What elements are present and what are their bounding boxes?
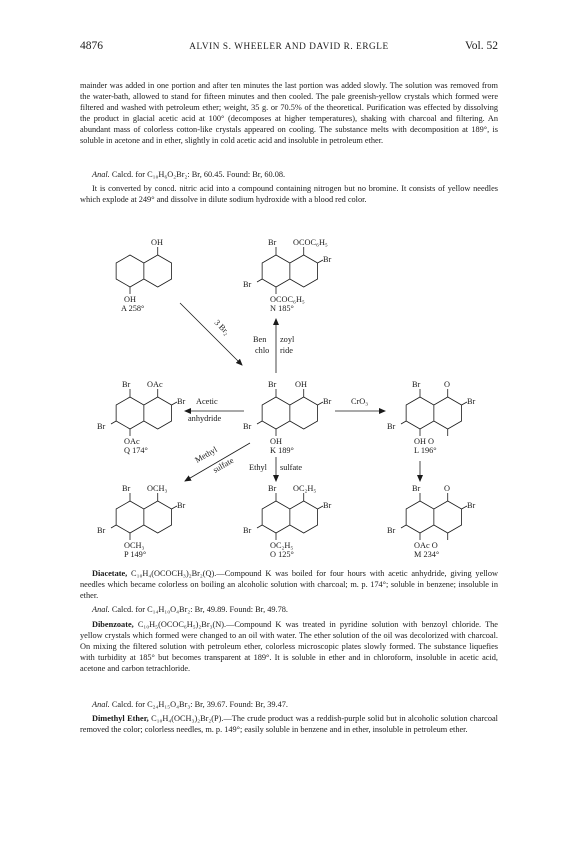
compound-p: [97, 484, 186, 559]
substituent-right: Br: [323, 397, 332, 406]
naphthalene-ring: [262, 255, 317, 287]
dibenzoate-title: Dibenzoate,: [92, 620, 134, 629]
substituent-top-left: Br: [268, 484, 277, 493]
anal-label: Anal.: [92, 700, 110, 709]
reagent-benzoyl-2: zoyl: [280, 335, 295, 344]
volume-label: Vol. 52: [464, 40, 498, 52]
dimethyl-title: Dimethyl Ether,: [92, 714, 149, 723]
running-header: [80, 40, 498, 56]
substituent-bottom: OC₂H₅: [270, 541, 294, 550]
analysis-line-1: [80, 169, 498, 180]
substituent-left: Br: [243, 526, 252, 535]
analysis-line-3: [80, 699, 498, 710]
diacetate-formula: C₁₀H₄(OCOCH₃)₂Br₂(Q).: [131, 569, 217, 578]
substituent-top-right: O: [444, 380, 450, 389]
compound-o: [243, 484, 332, 559]
compound-l: [387, 380, 476, 455]
compound-k: [243, 380, 332, 455]
substituent-left: Br: [243, 422, 252, 431]
anal-text: Calcd. for C₁₀H₆O₂Br₂: Br, 60.45. Found: Br, 60.08.: [111, 170, 286, 179]
substituent-left: Br: [243, 280, 252, 289]
reaction-scheme: [0, 215, 572, 560]
compound-m: [387, 484, 476, 559]
substituent-top-right: OH: [295, 380, 307, 389]
anal-text: Calcd. for C₂₄H₁₅O₄Br₃: Br, 39.67. Found: Br, 39.47.: [111, 700, 288, 709]
paragraph-dimethyl-ether: [80, 713, 498, 735]
anal-label: Anal.: [92, 605, 110, 614]
anal-text: Calcd. for C₁₄H₁₀O₄Br₂: Br, 49.89. Found: Br, 49.78.: [111, 605, 288, 614]
reagent-sulfate-ethyl: sulfate: [280, 463, 303, 472]
paragraph-nitric: It is converted by concd. nitric acid into a compound containing nitrogen but no bromine. It consists of yellow needles which explode at 249° and dissolve in dilute sodium hydroxide with a blood red color.: [80, 184, 498, 205]
naphthalene-ring: [262, 501, 317, 533]
compound-label: L 196°: [414, 446, 437, 455]
paragraph-dibenzoate: [80, 619, 498, 674]
running-authors: ALVIN S. WHEELER AND DAVID R. ERGLE: [189, 41, 389, 51]
substituent-bottom: OH: [124, 295, 136, 304]
compound-label: K 189°: [270, 446, 294, 455]
reagent-br2: 3 Br₂: [212, 318, 232, 337]
naphthalene-ring: [116, 501, 171, 533]
page-number: 4876: [80, 40, 103, 52]
paragraph-diacetate: [80, 568, 498, 601]
analysis-line-2: [80, 604, 498, 615]
substituent-bottom: OAc: [124, 437, 140, 446]
compound-label: M 234°: [414, 550, 440, 559]
substituent-left: Br: [387, 422, 396, 431]
reagent-acetic: Acetic: [196, 397, 218, 406]
substituent-top-right: OAc: [147, 380, 163, 389]
reagent-ethyl: Ethyl: [249, 463, 267, 472]
naphthalene-ring: [116, 397, 171, 429]
compound-label: P 149°: [124, 550, 147, 559]
naphthalene-ring: [406, 397, 461, 429]
compound-n: [243, 238, 332, 313]
reagent-chloride-1: chlo: [255, 346, 270, 355]
diacetate-text: —Compound K was boiled for four hours with acetic anhydride, giving yellow needles which became colorless on boiling an alcoholic solution with charcoal; m. p. 174°; soluble in benzene; insoluble in ether.: [80, 569, 498, 601]
arrow-a-to-k: [180, 303, 242, 365]
substituent-bottom: OCH₃: [124, 541, 145, 550]
anal-label: Anal.: [92, 170, 110, 179]
substituent-bottom: OH: [270, 437, 282, 446]
substituent-top-right: OC₂H₅: [293, 484, 317, 493]
naphthalene-ring: [406, 501, 461, 533]
substituent-right: Br: [467, 397, 476, 406]
diacetate-title: Diacetate,: [92, 569, 128, 578]
substituent-right: Br: [323, 255, 332, 264]
naphthalene-ring: [262, 397, 317, 429]
substituent-right: Br: [177, 397, 186, 406]
compound-q: [97, 380, 186, 455]
substituent-left: Br: [387, 526, 396, 535]
substituent-top-left: Br: [122, 484, 131, 493]
substituent-top-right: O: [444, 484, 450, 493]
dimethyl-formula: C₁₀H₄(OCH₃)₂Br₂(P).: [151, 714, 224, 723]
reagent-cro3: CrO₃: [351, 397, 369, 406]
dimethyl-text: —The crude product was a reddish-purple solid but in alcoholic solution charcoal removed the color; colorless needles, m. p. 149°; easily soluble in benzene and in ether, insoluble in petroleum ether.: [80, 714, 498, 735]
substituent-bottom: OH O: [414, 437, 435, 446]
substituent-top-left: Br: [268, 238, 277, 247]
substituent-bottom: OCOC₆H₅: [270, 295, 305, 304]
paragraph-preparation: mainder was added in one portion and after ten minutes the last portion was added slowly. The solution was removed from the water-bath, allowed to stand for fifteen minutes and then cooled. The pale greenish-yellow crystals which formed were filtered and washed with petroleum ether; weight, 35 g. or 70.5% of the theoretical. Purification was effected by dissolving the product in glacial acetic acid at 100° (decomposes at higher temperatures), shaking with charcoal and filtering. An abundant mass of colorless cotton-like crystals appeared on cooling. The substance melts with decomposition at 189°, is soluble in acetone and in ether, slightly in cold acetic acid and insoluble in petroleum ether.: [80, 81, 498, 146]
compound-a: [116, 238, 171, 313]
substituent-top-right: OCH₃: [147, 484, 168, 493]
substituent-top-left: Br: [122, 380, 131, 389]
reagent-anhydride: anhydride: [188, 414, 222, 423]
reagent-sulfate-methyl: sulfate: [211, 455, 236, 475]
substituent-top-left: Br: [268, 380, 277, 389]
compound-label: Q 174°: [124, 446, 148, 455]
substituent-top-right: OCOC₆H₅: [293, 238, 328, 247]
compound-label: O 125°: [270, 550, 294, 559]
substituent-top-right: OH: [151, 238, 163, 247]
naphthalene-ring: [116, 255, 171, 287]
substituent-top-left: Br: [412, 484, 421, 493]
reagent-benzoyl-1: Ben: [253, 335, 267, 344]
reagent-chloride-2: ride: [280, 346, 293, 355]
substituent-top-left: Br: [412, 380, 421, 389]
substituent-right: Br: [323, 501, 332, 510]
reagent-methyl: Methyl: [193, 444, 219, 465]
compound-label: N 185°: [270, 304, 294, 313]
dibenzoate-formula: C₁₀H₅(OCOC₆H₅)₂Br₃(N).: [137, 620, 227, 629]
compound-label: A 258°: [121, 304, 145, 313]
arrow-k-to-p: [185, 443, 250, 481]
dibenzoate-text: —Compound K was treated in pyridine solution with benzoyl chloride. The yellow crystals which formed were changed to an oil with water. The ether solution of the oil was decolorized with charcoal. On mixing the filtered solution with petroleum ether, colorless microscopic plates slowly formed. The substance liquefies with turbidity at 185° but becomes transparent at 189°. It is soluble in ether and in chloroform, insoluble in acetic acid, acetone and carbon tetrachloride.: [80, 620, 498, 674]
substituent-right: Br: [467, 501, 476, 510]
substituent-right: Br: [177, 501, 186, 510]
substituent-left: Br: [97, 526, 106, 535]
substituent-bottom: OAc O: [414, 541, 438, 550]
substituent-left: Br: [97, 422, 106, 431]
